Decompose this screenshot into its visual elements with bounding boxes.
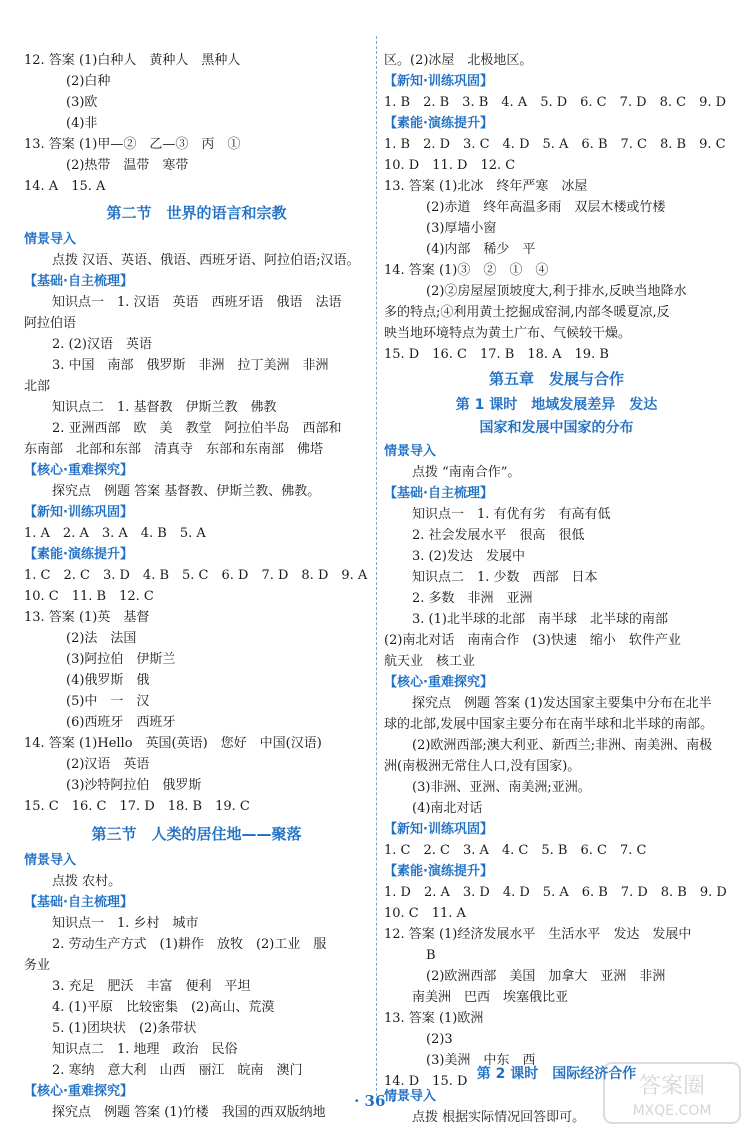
section-tag: 【基础·自主梳理】	[24, 895, 133, 910]
answer-line: (2)3	[426, 1032, 453, 1047]
section-tag: 【新知·训练巩固】	[24, 505, 133, 520]
svg-text:答案圈: 答案圈	[638, 1074, 706, 1099]
column-divider	[376, 36, 377, 1096]
answer-line: 1. B 2. B 3. B 4. A 5. D 6. C 7. D 8. C 9. D	[384, 95, 727, 110]
answer-line: (3)非洲、亚洲、南美洲;亚洲。	[412, 780, 591, 795]
answer-line: 知识点二 1. 少数 西部 日本	[412, 570, 598, 585]
answer-line: 14. 答案 (1)③ ② ① ④	[384, 263, 549, 278]
answer-line: 14. 答案 (1)Hello 英国(英语) 您好 中国(汉语)	[24, 736, 322, 751]
answer-line: (6)西班牙 西班牙	[66, 715, 176, 730]
answer-line: (2)欧洲西部 美国 加拿大 亚洲 非洲	[426, 969, 666, 984]
answer-line: 点拨 根据实际情况回答即可。	[412, 1110, 586, 1125]
section-heading: 国家和发展中国家的分布	[479, 420, 634, 436]
answer-line: 探究点 例题 答案 (1)发达国家主要集中分布在北半	[412, 696, 712, 711]
section-tag: 【核心·重难探究】	[24, 1084, 133, 1099]
answer-line: 洲(南极洲无常住人口,没有国家)。	[384, 759, 581, 774]
answer-line: 阿拉伯语	[24, 316, 77, 331]
answer-line: 12. 答案 (1)白种人 黄种人 黑种人	[24, 53, 241, 68]
answer-line: (3)美洲 中东 西	[426, 1053, 536, 1068]
svg-text:MXQE.COM: MXQE.COM	[632, 1103, 712, 1119]
answer-line: 南美洲 巴西 埃塞俄比亚	[412, 990, 569, 1005]
section-tag: 【新知·训练巩固】	[384, 822, 493, 837]
answer-line: 点拨 “南南合作”。	[412, 465, 521, 480]
answer-line: (3)阿拉伯 伊斯兰	[66, 652, 176, 667]
answer-line: 球的北部,发展中国家主要分布在南半球和北半球的南部。	[384, 717, 714, 732]
answer-line: 1. D 2. A 3. D 4. D 5. A 6. B 7. D 8. B 9. D	[384, 885, 727, 900]
section-tag: 【基础·自主梳理】	[384, 486, 493, 501]
section-tag: 【素能·演练提升】	[24, 547, 133, 562]
answer-line: 知识点二 1. 地理 政治 民俗	[52, 1042, 238, 1057]
answer-line: 探究点 例题 答案 (1)竹楼 我国的西双版纳地	[52, 1105, 326, 1120]
answer-line: (5)中 一 汉	[66, 694, 150, 709]
answer-line: 13. 答案 (1)英 基督	[24, 610, 150, 625]
answer-line: (2)南北对话 南南合作 (3)快速 缩小 软件产业	[384, 633, 681, 648]
answer-line: (3)厚墙小窗	[426, 221, 497, 236]
answer-line: (2)白种	[66, 74, 111, 89]
answer-line: 东南部 北部和东部 清真寺 东部和东南部 佛塔	[24, 442, 324, 457]
answer-line: 3. 充足 肥沃 丰富 便利 平坦	[52, 979, 251, 994]
answer-line: 点拨 汉语、英语、俄语、西班牙语、阿拉伯语;汉语。	[52, 253, 360, 268]
answer-line: 知识点一 1. 乡村 城市	[52, 916, 199, 931]
answer-line: (4)俄罗斯 俄	[66, 673, 150, 688]
section-heading: 第 2 课时 国际经济合作	[476, 1066, 637, 1082]
answer-line: (2)汉语 英语	[66, 757, 150, 772]
answer-line: 2. 多数 非洲 亚洲	[412, 591, 533, 606]
answer-line: 知识点二 1. 基督教 伊斯兰教 佛教	[52, 400, 277, 415]
answer-line: 知识点一 1. 有优有劣 有高有低	[412, 507, 611, 522]
subsection-label: 情景导入	[24, 232, 77, 247]
answer-line: 15. D 16. C 17. B 18. A 19. B	[384, 347, 609, 362]
answer-line: (2)热带 温带 寒带	[66, 158, 189, 173]
answer-line: 14. D 15. D	[384, 1074, 468, 1089]
section-tag: 【素能·演练提升】	[384, 116, 493, 131]
watermark-logo	[602, 1061, 742, 1125]
answer-line: 北部	[24, 379, 51, 394]
answer-line: 2. 劳动生产方式 (1)耕作 放牧 (2)工业 服	[52, 937, 327, 952]
answer-line: B	[426, 948, 436, 963]
answer-line: (3)欧	[66, 95, 98, 110]
answer-line: (2)②房屋屋顶坡度大,利于排水,反映当地降水	[426, 284, 687, 299]
answer-line: 10. C 11. B 12. C	[24, 589, 154, 604]
section-tag: 【核心·重难探究】	[24, 463, 133, 478]
subsection-label: 情景导入	[384, 444, 437, 459]
section-tag: 【核心·重难探究】	[384, 675, 493, 690]
answer-line: (2)欧洲西部;澳大利亚、新西兰;非洲、南美洲、南极	[412, 738, 713, 753]
answer-line: 12. 答案 (1)经济发展水平 生活水平 发达 发展中	[384, 927, 692, 942]
answer-line: 13. 答案 (1)欧洲	[384, 1011, 484, 1026]
answer-line: 2. (2)汉语 英语	[52, 337, 152, 352]
answer-line: 1. A 2. A 3. A 4. B 5. A	[24, 526, 206, 541]
answer-line: 1. C 2. C 3. D 4. B 5. C 6. D 7. D 8. D 9. A	[24, 568, 368, 583]
answer-line: 2. 寒纳 意大利 山西 丽江 皖南 澳门	[52, 1063, 303, 1078]
section-heading: 第五章 发展与合作	[488, 370, 624, 388]
answer-line: 4. (1)平原 比较密集 (2)高山、荒漠	[52, 1000, 275, 1015]
answer-line: 探究点 例题 答案 基督教、伊斯兰教、佛教。	[52, 484, 321, 499]
answer-line: 1. B 2. D 3. C 4. D 5. A 6. B 7. C 8. B 9. C	[384, 137, 726, 152]
answer-line: 5. (1)团块状 (2)条带状	[52, 1021, 197, 1036]
answer-line: 14. A 15. A	[24, 179, 106, 194]
section-tag: 【基础·自主梳理】	[24, 274, 133, 289]
answer-line: 多的特点;④利用黄土挖掘成窑洞,内部冬暖夏凉,反	[384, 305, 670, 320]
answer-line: 10. D 11. D 12. C	[384, 158, 516, 173]
answer-line: (4)南北对话	[412, 801, 483, 816]
answer-line: (2)法 法国	[66, 631, 137, 646]
answer-line: (4)非	[66, 116, 98, 131]
answer-line: 1. C 2. C 3. A 4. C 5. B 6. C 7. C	[384, 843, 647, 858]
answer-line: 航天业 核工业	[384, 654, 476, 669]
answer-line: 10. C 11. A	[384, 906, 466, 921]
answer-line: 15. C 16. C 17. D 18. B 19. C	[24, 799, 250, 814]
answer-line: 2. 亚洲西部 欧 美 教堂 阿拉伯半岛 西部和	[52, 421, 342, 436]
answer-line: 点拨 农村。	[52, 874, 122, 889]
answer-line: (3)沙特阿拉伯 俄罗斯	[66, 778, 202, 793]
section-heading: 第二节 世界的语言和宗教	[106, 204, 287, 222]
answer-line: 3. 中国 南部 俄罗斯 非洲 拉丁美洲 非洲	[52, 358, 329, 373]
section-heading: 第三节 人类的居住地——聚落	[91, 825, 302, 843]
answer-line: 13. 答案 (1)甲—② 乙—③ 丙 ①	[24, 137, 241, 152]
answer-line: 2. 社会发展水平 很高 很低	[412, 528, 585, 543]
section-heading: 第 1 课时 地域发展差异 发达	[455, 397, 658, 413]
subsection-label: 情景导入	[24, 853, 77, 868]
answer-line: (2)赤道 终年高温多雨 双层木楼或竹楼	[426, 200, 666, 215]
subsection-label: 情景导入	[384, 1089, 437, 1104]
page-number: · 36 ·	[354, 1092, 396, 1110]
section-tag: 【素能·演练提升】	[384, 864, 493, 879]
answer-line: 务业	[24, 958, 51, 973]
section-tag: 【新知·训练巩固】	[384, 74, 493, 89]
answer-line: 区。(2)冰屋 北极地区。	[384, 53, 533, 68]
answer-line: 知识点一 1. 汉语 英语 西班牙语 俄语 法语	[52, 295, 342, 310]
answer-line: 3. (1)北半球的北部 南半球 北半球的南部	[412, 612, 668, 627]
answer-line: 3. (2)发达 发展中	[412, 549, 525, 564]
answer-line: 映当地环境特点为黄土广布、气候较干燥。	[384, 326, 632, 341]
answer-line: (4)内部 稀少 平	[426, 242, 536, 257]
answer-line: 13. 答案 (1)北冰 终年严寒 冰屋	[384, 179, 588, 194]
